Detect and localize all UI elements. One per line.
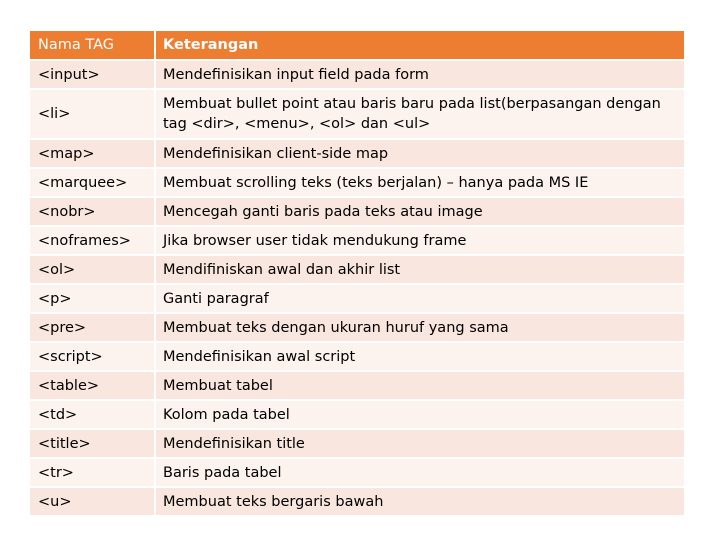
tag-cell: <p> [30,285,156,312]
tag-cell: <li> [30,90,156,138]
description-cell: Membuat teks dengan ukuran huruf yang sama [156,314,684,341]
header-nama-tag: Nama TAG [30,31,156,59]
table-row [30,169,684,196]
tag-cell: <tr> [30,459,156,486]
description-cell: Membuat tabel [156,372,684,399]
table-row [30,314,684,341]
description-cell: Membuat scrolling teks (teks berjalan) – hanya pada MS IE [156,169,684,196]
description-cell: Baris pada tabel [156,459,684,486]
table-header-row [30,31,684,59]
tag-cell: <ol> [30,256,156,283]
tag-cell: <title> [30,430,156,457]
description-cell: Ganti paragraf [156,285,684,312]
description-cell: Mendefinisikan input field pada form [156,61,684,88]
description-cell: Membuat teks bergaris bawah [156,488,684,515]
table-row [30,459,684,486]
tag-cell: <input> [30,61,156,88]
html-tag-table [30,29,684,517]
tag-cell: <nobr> [30,198,156,225]
table-row [30,343,684,370]
description-cell: Mendifiniskan awal dan akhir list [156,256,684,283]
tag-cell: <noframes> [30,227,156,254]
description-cell: Mendefinisikan awal script [156,343,684,370]
html-tag-table-container [30,29,684,517]
table-row [30,430,684,457]
table-row [30,401,684,428]
tag-cell: <u> [30,488,156,515]
tag-cell: <marquee> [30,169,156,196]
tag-cell: <pre> [30,314,156,341]
table-row [30,372,684,399]
table-row [30,198,684,225]
description-cell: Mendefinisikan title [156,430,684,457]
tag-cell: <table> [30,372,156,399]
table-body [30,61,684,515]
table-row [30,488,684,515]
description-cell: Mencegah ganti baris pada teks atau image [156,198,684,225]
table-row [30,140,684,167]
tag-cell: <script> [30,343,156,370]
table-row [30,227,684,254]
table-row [30,61,684,88]
description-cell: Membuat bullet point atau baris baru pada list(berpasangan dengan tag <dir>, <menu>, <ol> dan <ul> [156,90,684,138]
table-row [30,90,684,138]
table-row [30,256,684,283]
tag-cell: <td> [30,401,156,428]
tag-cell: <map> [30,140,156,167]
header-keterangan: Keterangan [156,31,684,59]
description-cell: Jika browser user tidak mendukung frame [156,227,684,254]
description-cell: Mendefinisikan client-side map [156,140,684,167]
table-row [30,285,684,312]
description-cell: Kolom pada tabel [156,401,684,428]
